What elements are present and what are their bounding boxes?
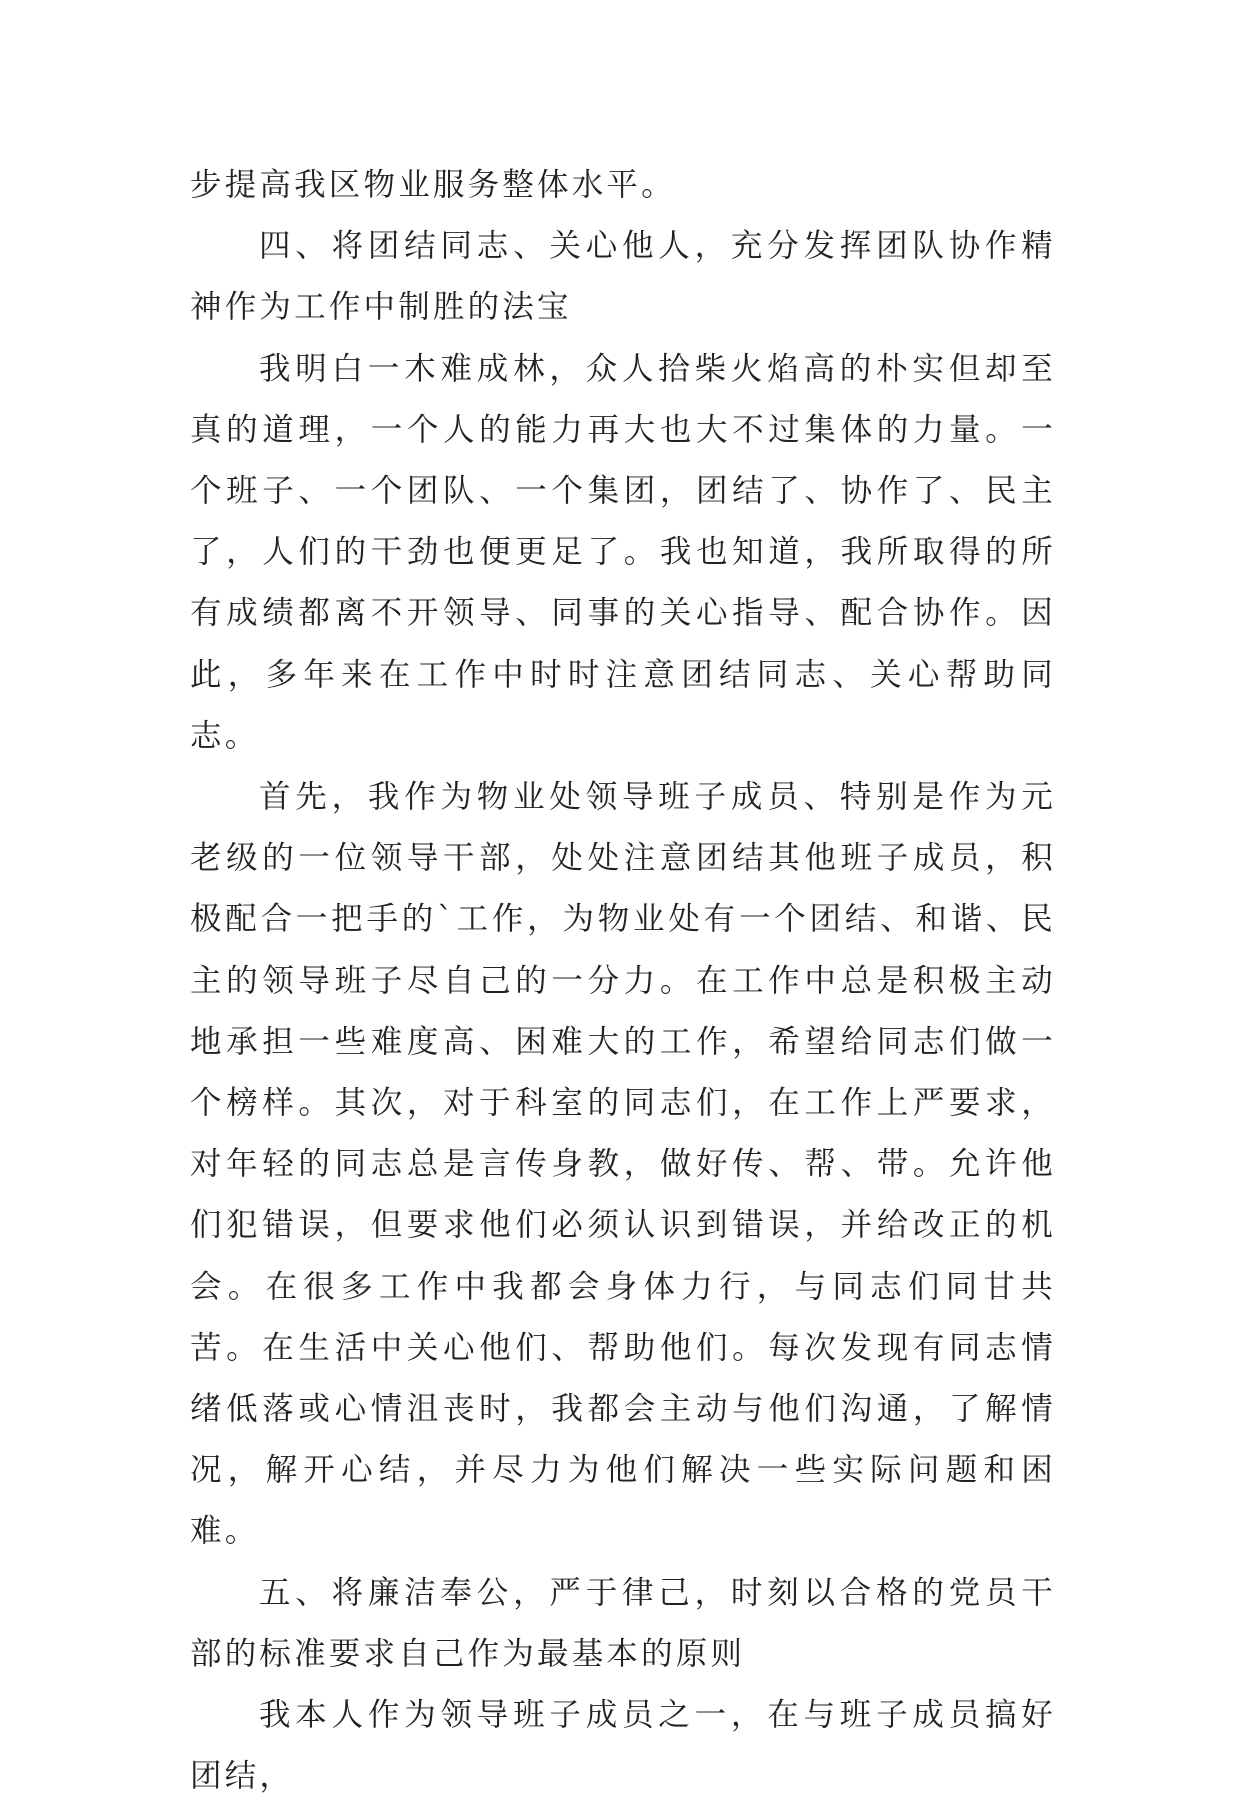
paragraph-leadership: 首先，我作为物业处领导班子成员、特别是作为元老级的一位领导干部，处处注意团结其他班子成员，积极配合一把手的`工作，为物业处有一个团结、和谐、民主的领导班子尽自己的一分力。在工作中总是积极主动地承担一些难度高、困难大的工作，希望给同志们做一个榜样。其次，对于科室的同志们，在工作上严要求，对年轻的同志总是言传身教，做好传、帮、带。允许他们犯错误，但要求他们必须认识到错误，并给改正的机会。在很多工作中我都会身体力行，与同志们同甘共苦。在生活中关心他们、帮助他们。每次发现有同志情绪低落或心情沮丧时，我都会主动与他们沟通，了解情况，解开心结，并尽力为他们解决一些实际问题和困难。 bbox=[190, 779, 1056, 1550]
paragraph-teamwork: 我明白一木难成林，众人拾柴火焰高的朴实但却至真的道理，一个人的能力再大也大不过集体的力量。一个班子、一个团队、一个集团，团结了、协作了、民主了，人们的干劲也便更足了。我也知道，我所取得的所有成绩都离不开领导、同事的关心指导、配合协作。因此，多年来在工作中时时注意团结同志、关心帮助同志。 bbox=[190, 350, 1056, 754]
paragraph-continuation: 步提高我区物业服务整体水平。 bbox=[190, 167, 676, 203]
section-heading-five: 五、将廉洁奉公，严于律己，时刻以合格的党员干部的标准要求自己作为最基本的原则 bbox=[190, 1574, 1056, 1672]
document-page bbox=[190, 155, 1056, 1807]
paragraph-integrity: 我本人作为领导班子成员之一，在与班子成员搞好团结， bbox=[190, 1697, 1056, 1795]
section-heading-four: 四、将团结同志、关心他人，充分发挥团队协作精神作为工作中制胜的法宝 bbox=[190, 228, 1056, 326]
